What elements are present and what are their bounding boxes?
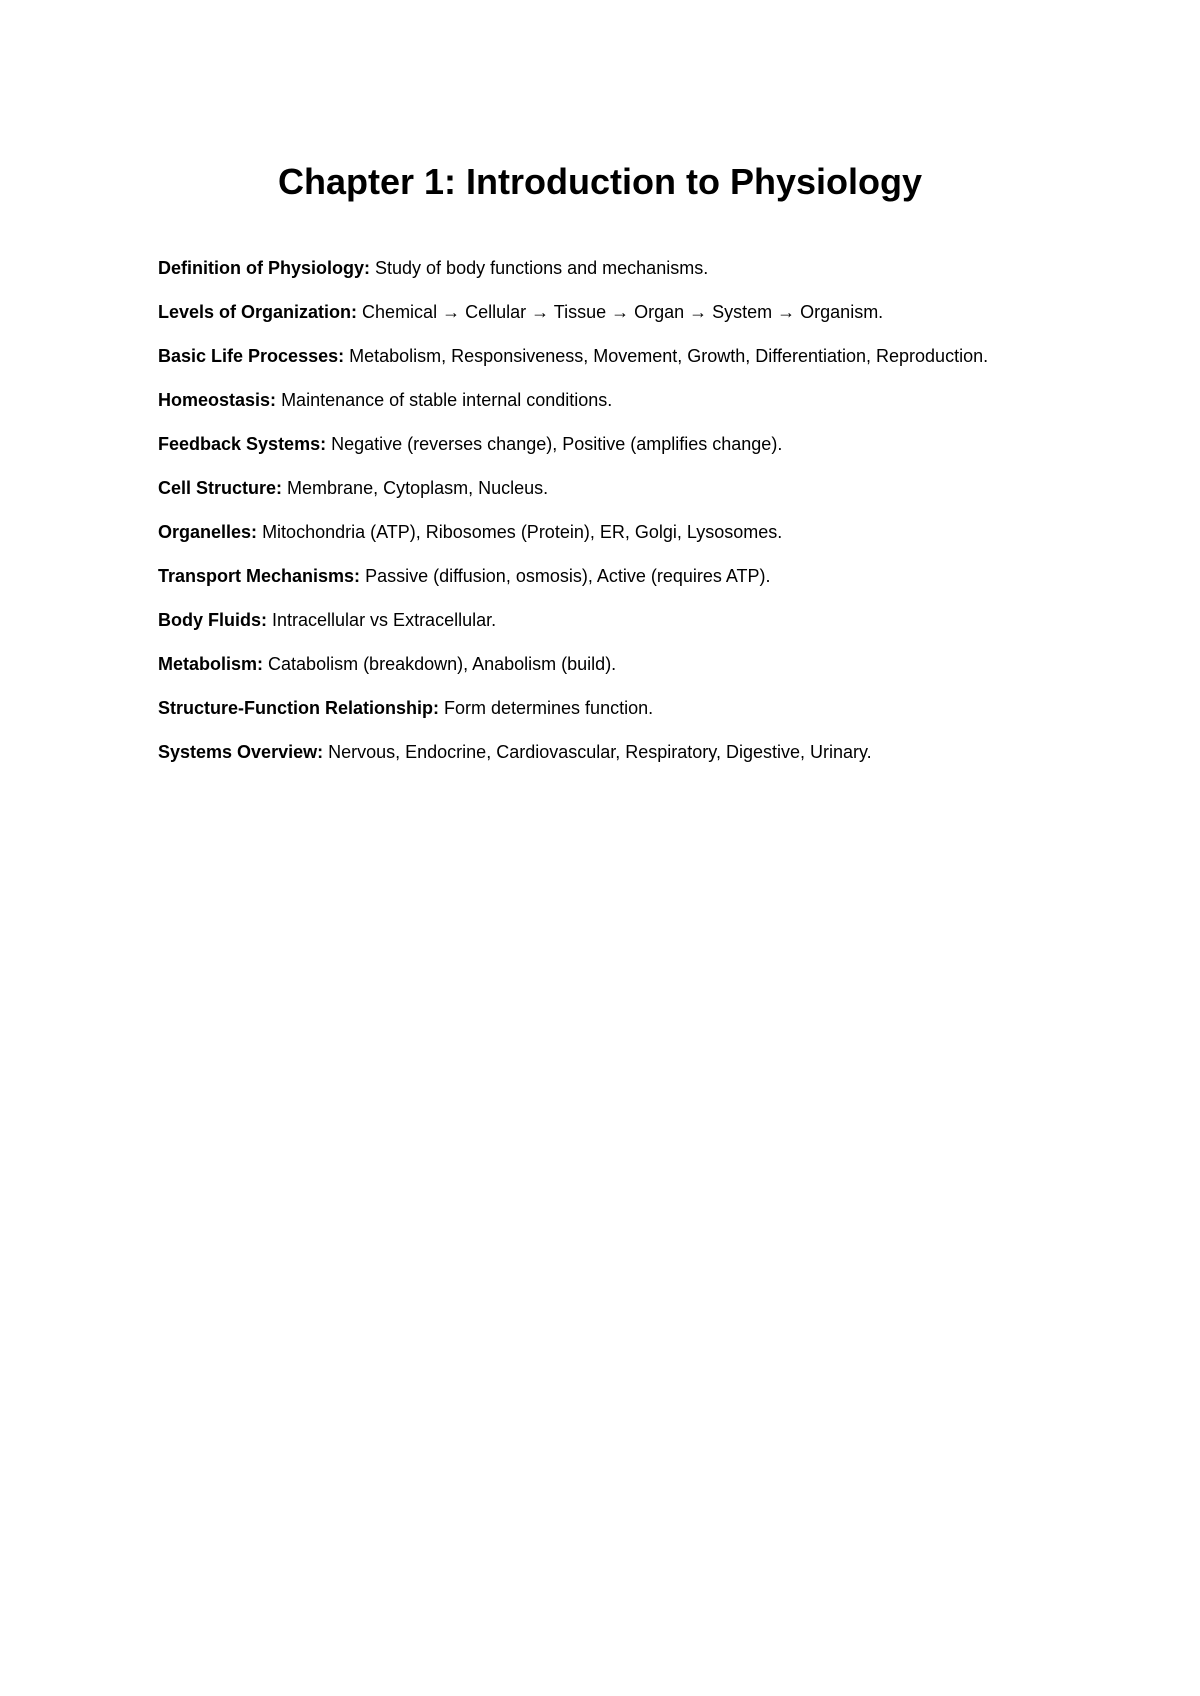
notes-list <box>158 257 1018 785</box>
note-text: Intracellular vs Extracellular. <box>272 610 497 630</box>
note-label: Metabolism: <box>158 654 264 674</box>
note-label: Feedback Systems: <box>158 434 327 454</box>
note-text: Form determines function. <box>444 698 654 718</box>
note-levels-of-organization <box>158 301 1018 324</box>
note-cell-structure <box>158 477 1018 500</box>
note-label: Basic Life Processes: <box>158 346 345 366</box>
note-label: Definition of Physiology: <box>158 258 370 278</box>
note-text: Nervous, Endocrine, Cardiovascular, Respiratory, Digestive, Urinary. <box>328 742 872 762</box>
note-homeostasis <box>158 389 1018 412</box>
note-text: Maintenance of stable internal conditions. <box>281 390 613 410</box>
note-label: Body Fluids: <box>158 610 267 630</box>
note-label: Organelles: <box>158 522 258 542</box>
note-text: Metabolism, Responsiveness, Movement, Growth, Differentiation, Reproduction. <box>349 346 989 366</box>
note-text: Negative (reverses change), Positive (amplifies change). <box>331 434 783 454</box>
note-text: Membrane, Cytoplasm, Nucleus. <box>287 478 549 498</box>
note-text: Chemical → Cellular → Tissue → Organ → System → Organism. <box>362 302 884 322</box>
note-label: Homeostasis: <box>158 390 277 410</box>
note-label: Structure-Function Relationship: <box>158 698 439 718</box>
page-title: Chapter 1: Introduction to Physiology <box>277 161 922 202</box>
note-label: Levels of Organization: <box>158 302 358 322</box>
note-text: Passive (diffusion, osmosis), Active (requires ATP). <box>365 566 771 586</box>
note-transport-mechanisms <box>158 565 1018 588</box>
note-text: Mitochondria (ATP), Ribosomes (Protein), ER, Golgi, Lysosomes. <box>262 522 783 542</box>
note-feedback-systems <box>158 433 1018 456</box>
note-body-fluids <box>158 609 1018 632</box>
note-metabolism <box>158 653 1018 676</box>
note-label: Systems Overview: <box>158 742 324 762</box>
note-organelles <box>158 521 1018 544</box>
note-basic-life-processes <box>158 345 1018 368</box>
note-label: Cell Structure: <box>158 478 283 498</box>
note-label: Transport Mechanisms: <box>158 566 361 586</box>
note-definition-of-physiology <box>158 257 1018 280</box>
note-systems-overview <box>158 741 1018 764</box>
note-structure-function-relationship <box>158 697 1018 720</box>
note-text: Study of body functions and mechanisms. <box>375 258 709 278</box>
note-text: Catabolism (breakdown), Anabolism (build). <box>268 654 617 674</box>
